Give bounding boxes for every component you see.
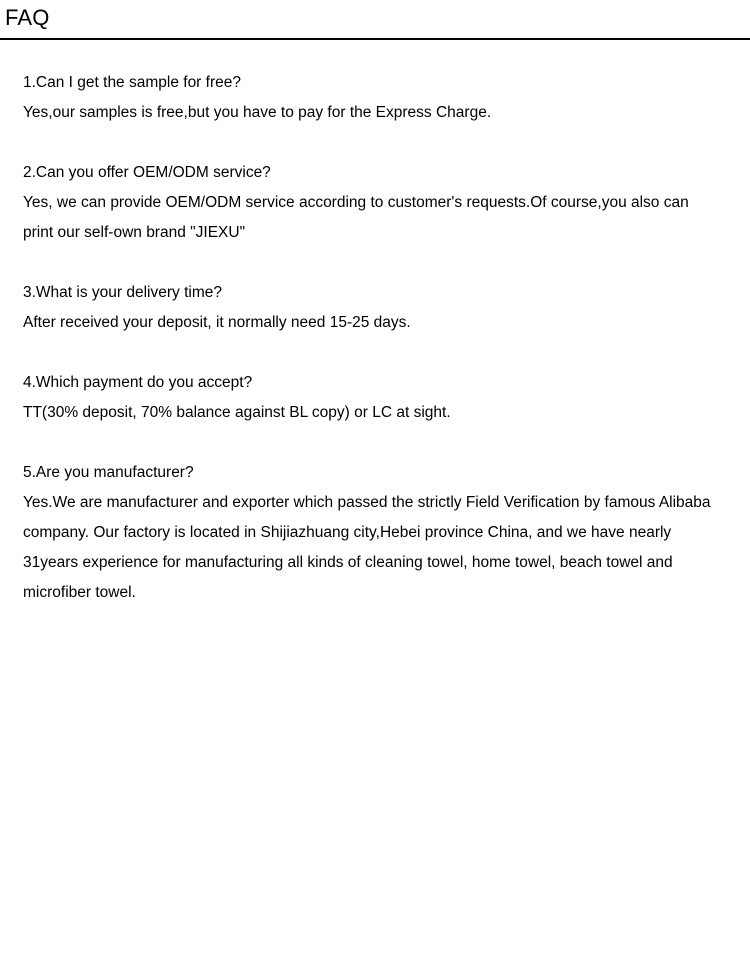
faq-question: 3.What is your delivery time?	[23, 284, 222, 301]
faq-list	[23, 68, 723, 638]
faq-answer: Yes.We are manufacturer and exporter which passed the strictly Field Verification by famous Alibaba company. Our factory is located in Shijiazhuang city,Hebei province China, and we have nearly 31years experience for manufacturing all kinds of cleaning towel, home towel, beach towel and microfiber towel.	[23, 494, 711, 601]
faq-item	[23, 458, 723, 608]
faq-question: 1.Can I get the sample for free?	[23, 74, 241, 91]
header-divider	[0, 38, 750, 40]
faq-question: 4.Which payment do you accept?	[23, 374, 253, 391]
page-header	[0, 0, 750, 40]
faq-item	[23, 278, 723, 338]
faq-answer: Yes,our samples is free,but you have to pay for the Express Charge.	[23, 104, 492, 121]
faq-answer: Yes, we can provide OEM/ODM service according to customer's requests.Of course,you also can print our self-own brand "JIEXU"	[23, 194, 689, 241]
faq-question: 5.Are you manufacturer?	[23, 464, 194, 481]
faq-item	[23, 158, 723, 248]
faq-item	[23, 68, 723, 128]
page-title: FAQ	[5, 5, 50, 30]
faq-question: 2.Can you offer OEM/ODM service?	[23, 164, 271, 181]
faq-answer: After received your deposit, it normally need 15-25 days.	[23, 314, 411, 331]
faq-item	[23, 368, 723, 428]
faq-answer: TT(30% deposit, 70% balance against BL copy) or LC at sight.	[23, 404, 451, 421]
